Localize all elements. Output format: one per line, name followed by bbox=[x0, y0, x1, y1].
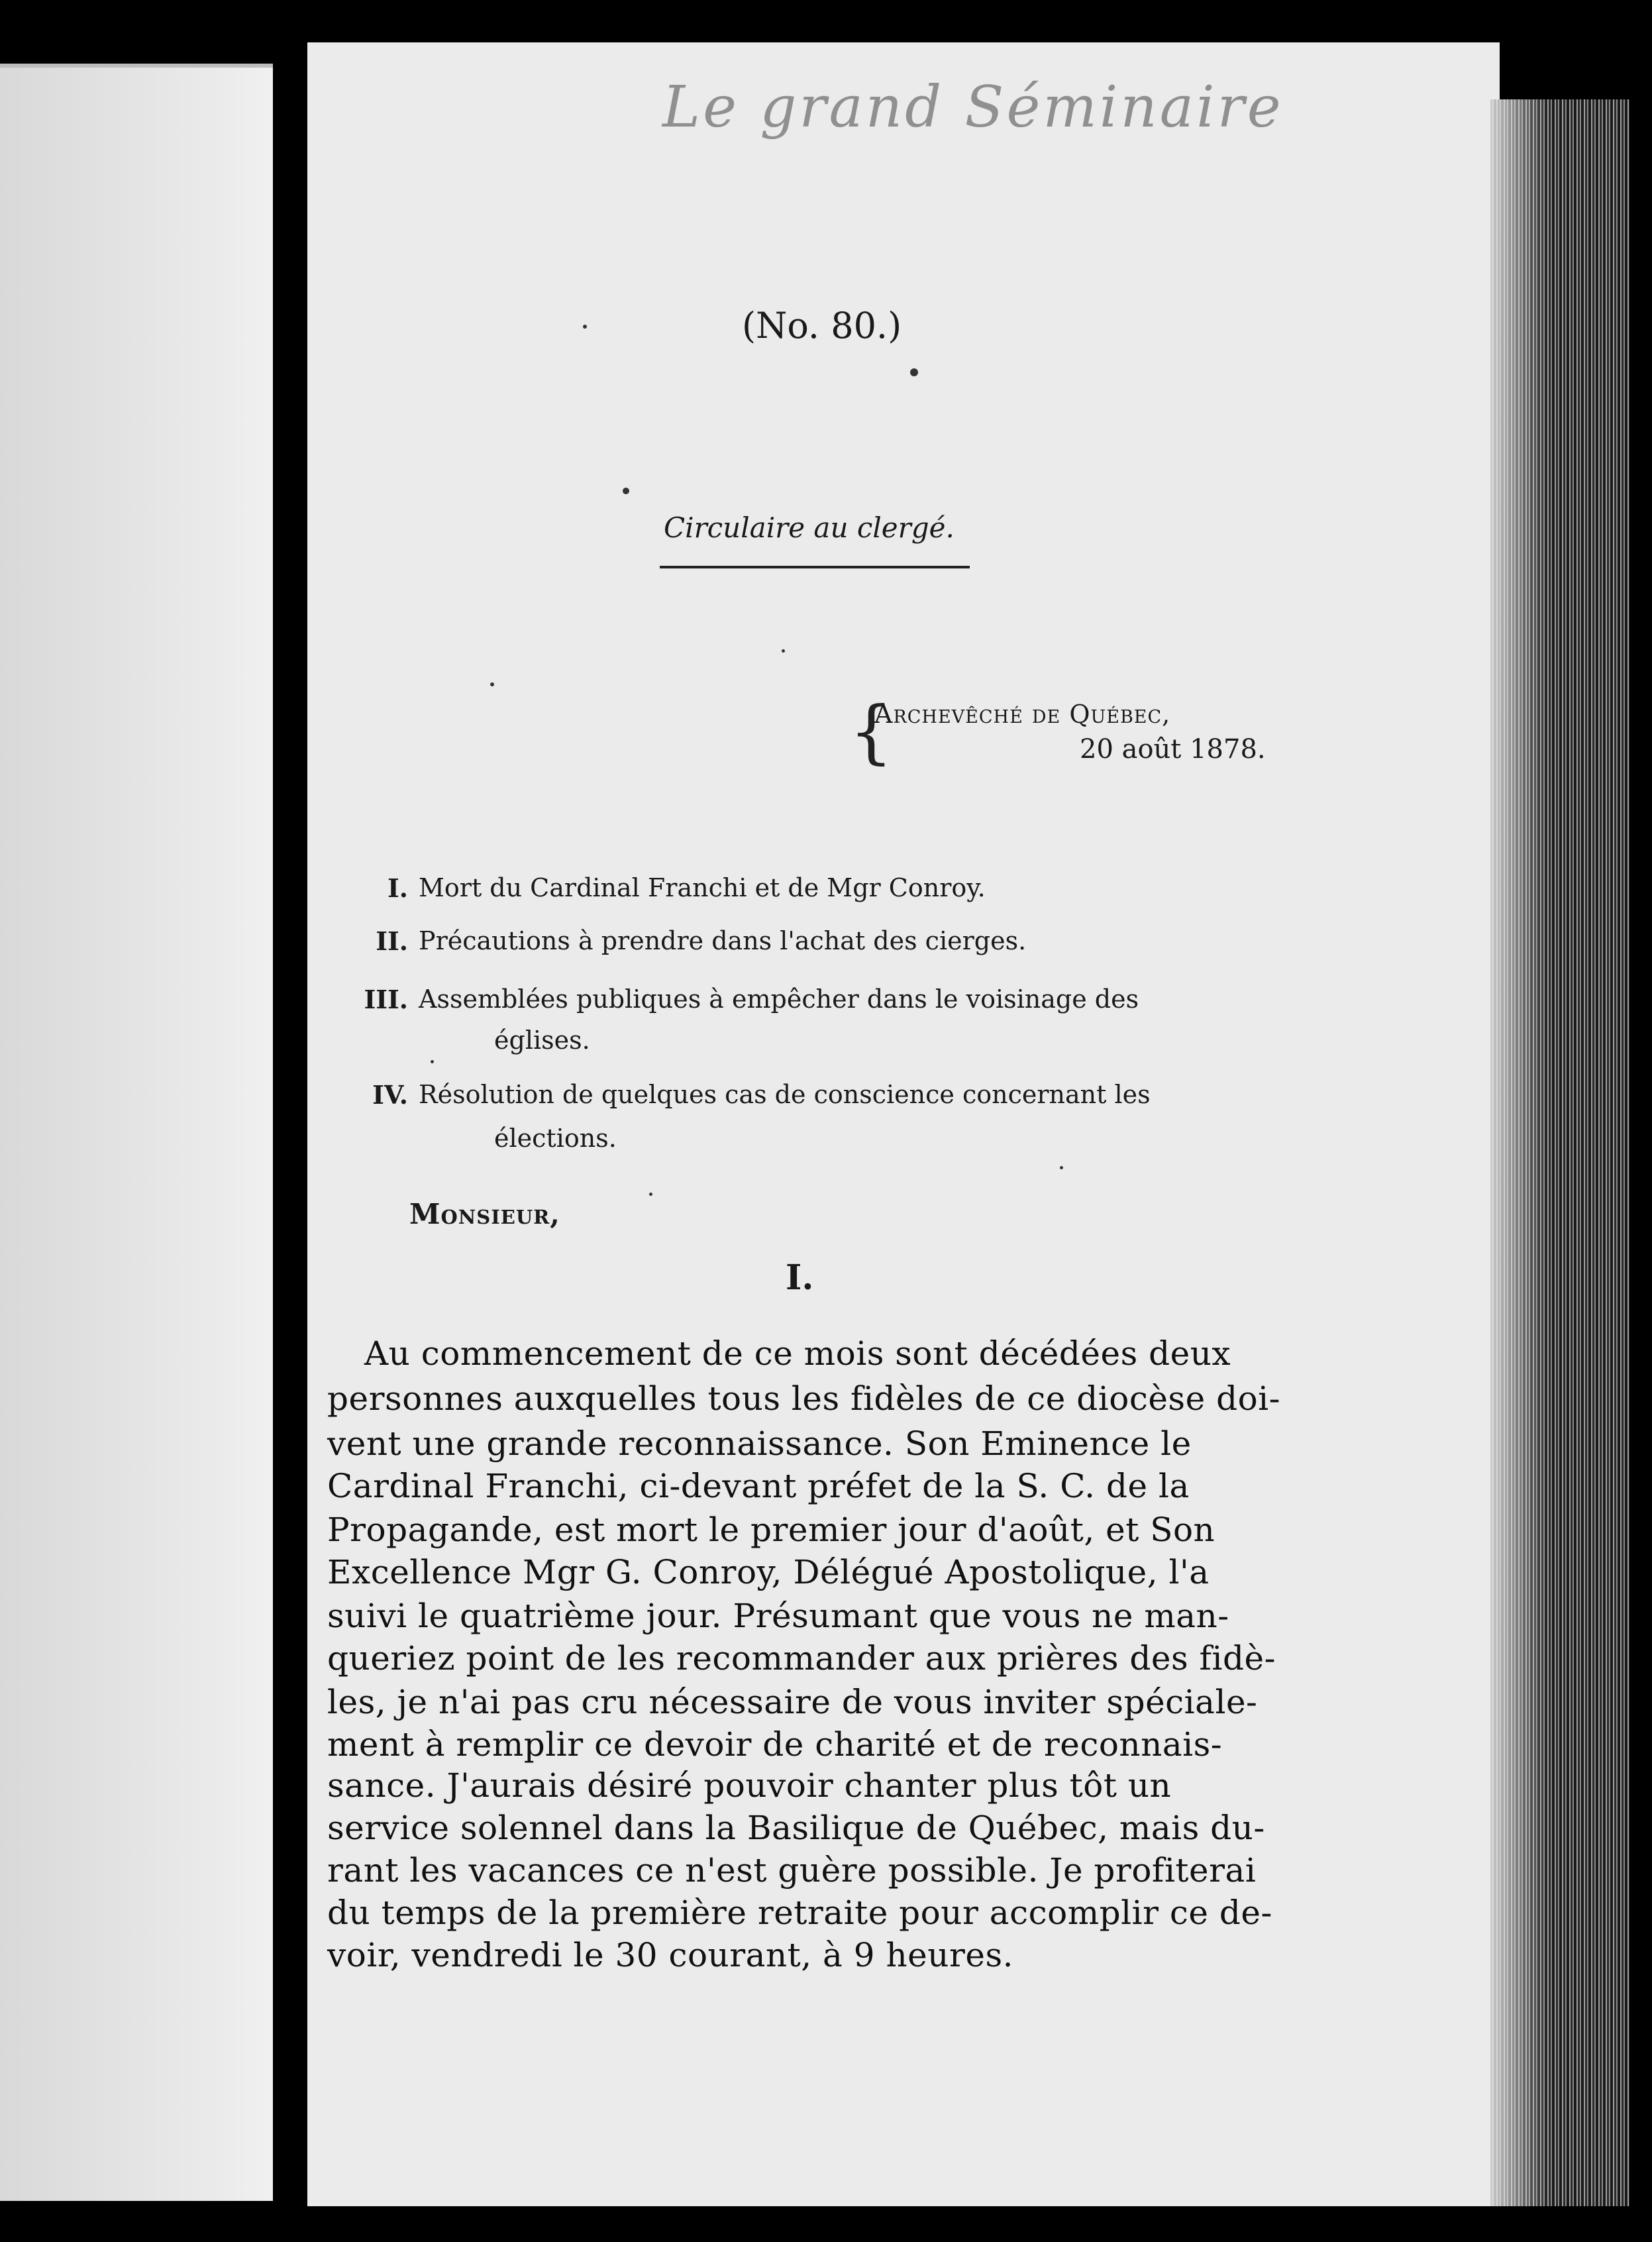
summary-item-text: Assemblées publiques à empêcher dans le voisinage des bbox=[419, 985, 1139, 1014]
body-line: du temps de la première retraite pour accomplir ce de- bbox=[327, 1894, 1272, 1932]
body-line: queriez point de les recommander aux prières des fidè- bbox=[327, 1639, 1276, 1678]
body-line: suivi le quatrième jour. Présumant que vous ne man- bbox=[327, 1597, 1229, 1635]
section-number: I. bbox=[786, 1257, 814, 1298]
body-line: ment à remplir ce devoir de charité et de reconnais- bbox=[327, 1725, 1223, 1764]
scan-speck bbox=[782, 649, 785, 653]
circular-subtitle: Circulaire au clergé. bbox=[664, 511, 955, 544]
left-page-edge bbox=[0, 64, 273, 2201]
page-edges-shade bbox=[1490, 99, 1550, 2206]
scan-speck bbox=[490, 682, 494, 686]
body-line: vent une grande reconnaissance. Son Eminence le bbox=[327, 1424, 1192, 1463]
dateline-brace: { bbox=[849, 691, 894, 772]
body-line: les, je n'ai pas cru nécessaire de vous inviter spéciale- bbox=[327, 1683, 1258, 1721]
body-line: Propagande, est mort le premier jour d'août, et Son bbox=[327, 1511, 1215, 1549]
scan-speck bbox=[583, 325, 587, 329]
summary-item-number: I. bbox=[387, 873, 408, 903]
summary-item-number: III. bbox=[364, 985, 408, 1014]
summary-item-number: IV. bbox=[372, 1080, 408, 1110]
handwritten-note: Le grand Séminaire bbox=[662, 74, 1284, 140]
scan-speck bbox=[1060, 1166, 1063, 1169]
book-gutter bbox=[273, 0, 307, 2242]
scan-speck bbox=[649, 1193, 652, 1196]
scan-speck bbox=[623, 488, 629, 494]
summary-item-text: Résolution de quelques cas de conscience concernant les bbox=[419, 1080, 1151, 1109]
body-line: service solennel dans la Basilique de Québec, mais du- bbox=[327, 1809, 1265, 1847]
summary-item-text: Mort du Cardinal Franchi et de Mgr Conroy. bbox=[419, 873, 986, 902]
summary-item-text-continued: élections. bbox=[494, 1124, 617, 1153]
dateline-place: Archevêché de Québec, bbox=[874, 700, 1171, 729]
summary-item-text-continued: églises. bbox=[494, 1026, 590, 1055]
body-line: voir, vendredi le 30 courant, à 9 heures. bbox=[327, 1936, 1014, 1974]
summary-item-text: Précautions à prendre dans l'achat des cierges. bbox=[419, 926, 1027, 955]
body-line: rant les vacances ce n'est guère possible. Je profiterai bbox=[327, 1851, 1257, 1890]
body-line: Au commencement de ce mois sont décédées deux bbox=[364, 1334, 1231, 1373]
body-line: personnes auxquelles tous les fidèles de ce diocèse doi- bbox=[327, 1379, 1281, 1418]
body-line: Cardinal Franchi, ci-devant préfet de la S. C. de la bbox=[327, 1467, 1190, 1505]
body-line: Excellence Mgr G. Conroy, Délégué Apostolique, l'a bbox=[327, 1553, 1210, 1591]
scan-speck bbox=[910, 368, 918, 376]
scan-speck bbox=[431, 1060, 434, 1063]
body-line: sance. J'aurais désiré pouvoir chanter plus tôt un bbox=[327, 1766, 1172, 1805]
summary-item-number: II. bbox=[376, 926, 408, 956]
dateline-date: 20 août 1878. bbox=[1080, 734, 1266, 765]
subtitle-underline bbox=[660, 566, 970, 568]
circular-number: (No. 80.) bbox=[742, 305, 902, 347]
salutation: Monsieur, bbox=[409, 1198, 560, 1230]
